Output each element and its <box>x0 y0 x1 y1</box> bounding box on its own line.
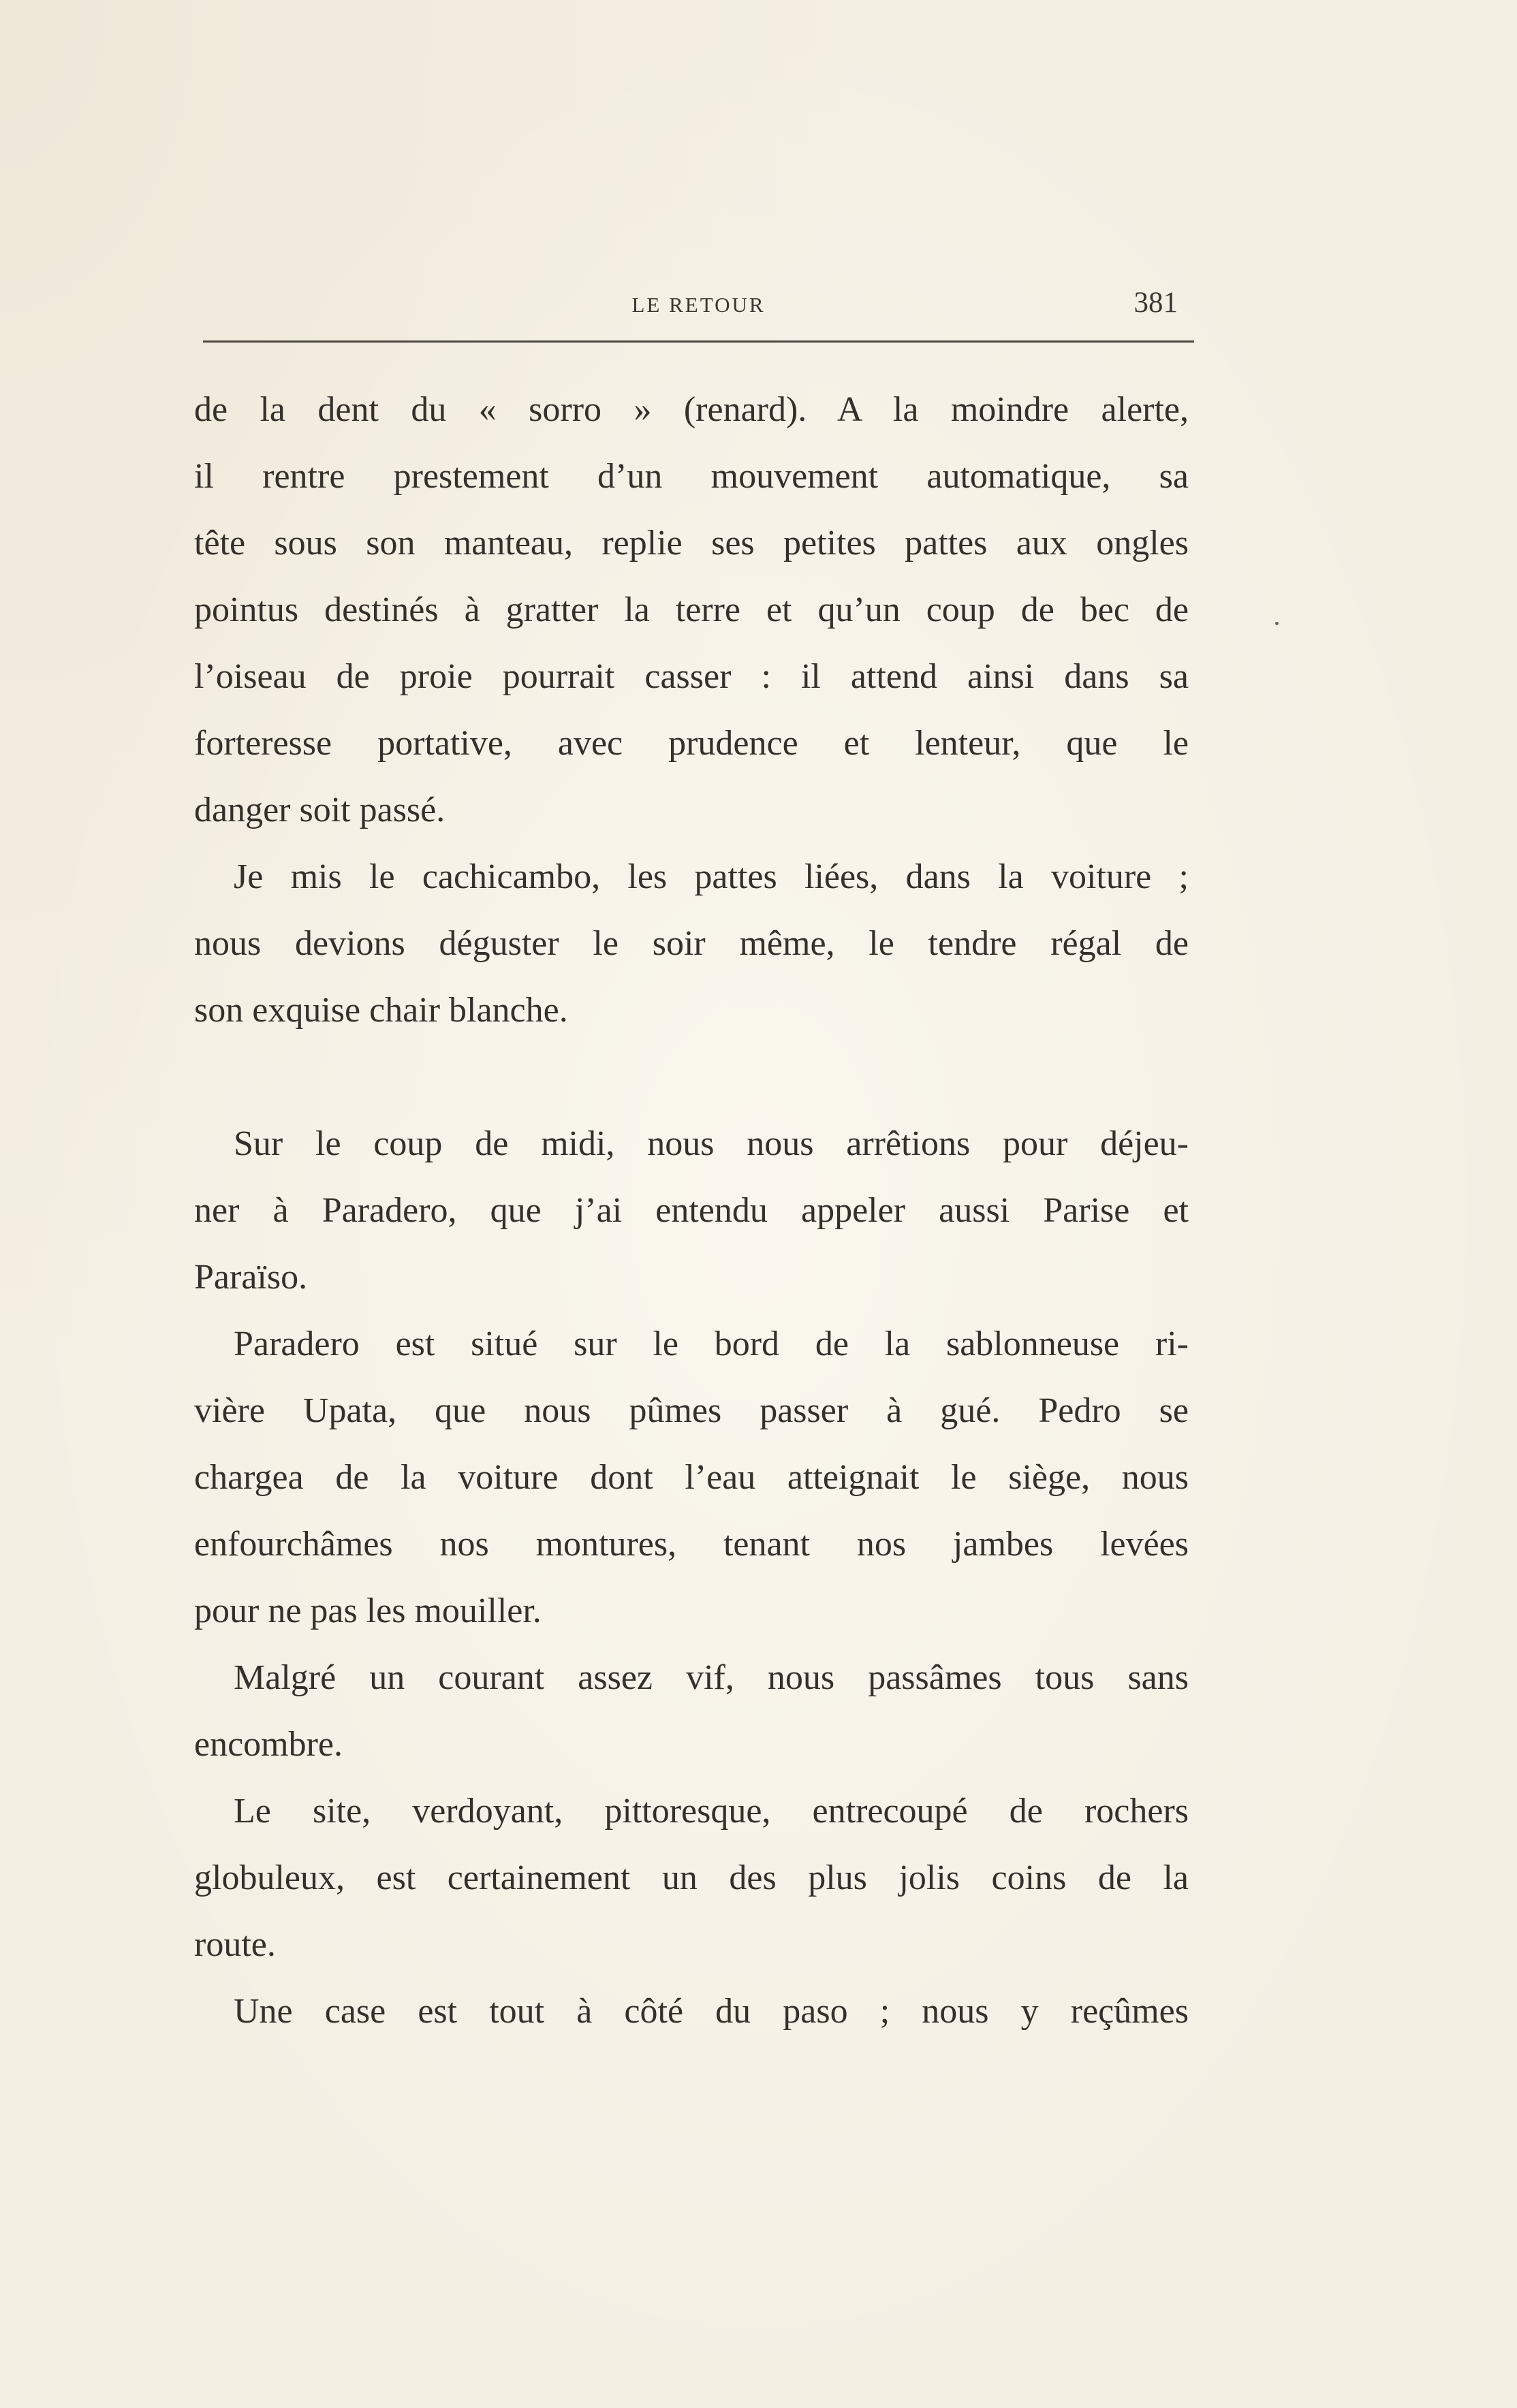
text-line: pour ne pas les mouiller. <box>194 1591 542 1630</box>
text-line: l’oiseau de proie pourrait casser : il attend ainsi dans sa <box>194 657 1189 696</box>
text-line: forteresse portative, avec prudence et lenteur, que le <box>194 724 1189 763</box>
text-line: son exquise chair blanche. <box>194 991 568 1030</box>
text-line: route. <box>194 1925 276 1964</box>
paper-speck <box>1275 622 1279 625</box>
text-line: Le site, verdoyant, pittoresque, entrecoupé de rochers <box>234 1792 1189 1831</box>
text-line: chargea de la voiture dont l’eau atteignait le siège, nous <box>194 1458 1189 1497</box>
text-line: de la dent du « sorro » (renard). A la moindre alerte, <box>194 390 1189 429</box>
text-line: Malgré un courant assez vif, nous passâmes tous sans <box>234 1658 1189 1697</box>
running-head <box>203 286 1194 330</box>
text-line: il rentre prestement d’un mouvement automatique, sa <box>194 457 1189 496</box>
text-line: nous devions déguster le soir même, le tendre régal de <box>194 924 1189 963</box>
text-line: vière Upata, que nous pûmes passer à gué. Pedro se <box>194 1391 1189 1430</box>
text-line: globuleux, est certainement un des plus jolis coins de la <box>194 1858 1189 1897</box>
page-number: 381 <box>1133 287 1178 319</box>
text-line: Je mis le cachicambo, les pattes liées, dans la voiture ; <box>234 857 1189 896</box>
text-line: Une case est tout à côté du paso ; nous y reçûmes <box>234 1992 1189 2031</box>
header-rule <box>203 340 1194 343</box>
text-line: Sur le coup de midi, nous nous arrêtions pour déjeu- <box>234 1124 1189 1163</box>
text-line: pointus destinés à gratter la terre et qu’un coup de bec de <box>194 590 1189 629</box>
text-line: encombre. <box>194 1725 343 1764</box>
text-line: tête sous son manteau, replie ses petites pattes aux ongles <box>194 524 1189 563</box>
text-line: danger soit passé. <box>194 791 445 829</box>
text-line: ner à Paradero, que j’ai entendu appeler aussi Parise et <box>194 1191 1189 1230</box>
body-text <box>194 377 1189 2045</box>
text-line: enfourchâmes nos montures, tenant nos jambes levées <box>194 1525 1189 1564</box>
running-title: LE RETOUR <box>631 293 766 317</box>
text-line: Paraïso. <box>194 1258 308 1297</box>
text-line: Paradero est situé sur le bord de la sablonneuse ri- <box>234 1325 1189 1363</box>
section-break <box>194 1044 1189 1111</box>
